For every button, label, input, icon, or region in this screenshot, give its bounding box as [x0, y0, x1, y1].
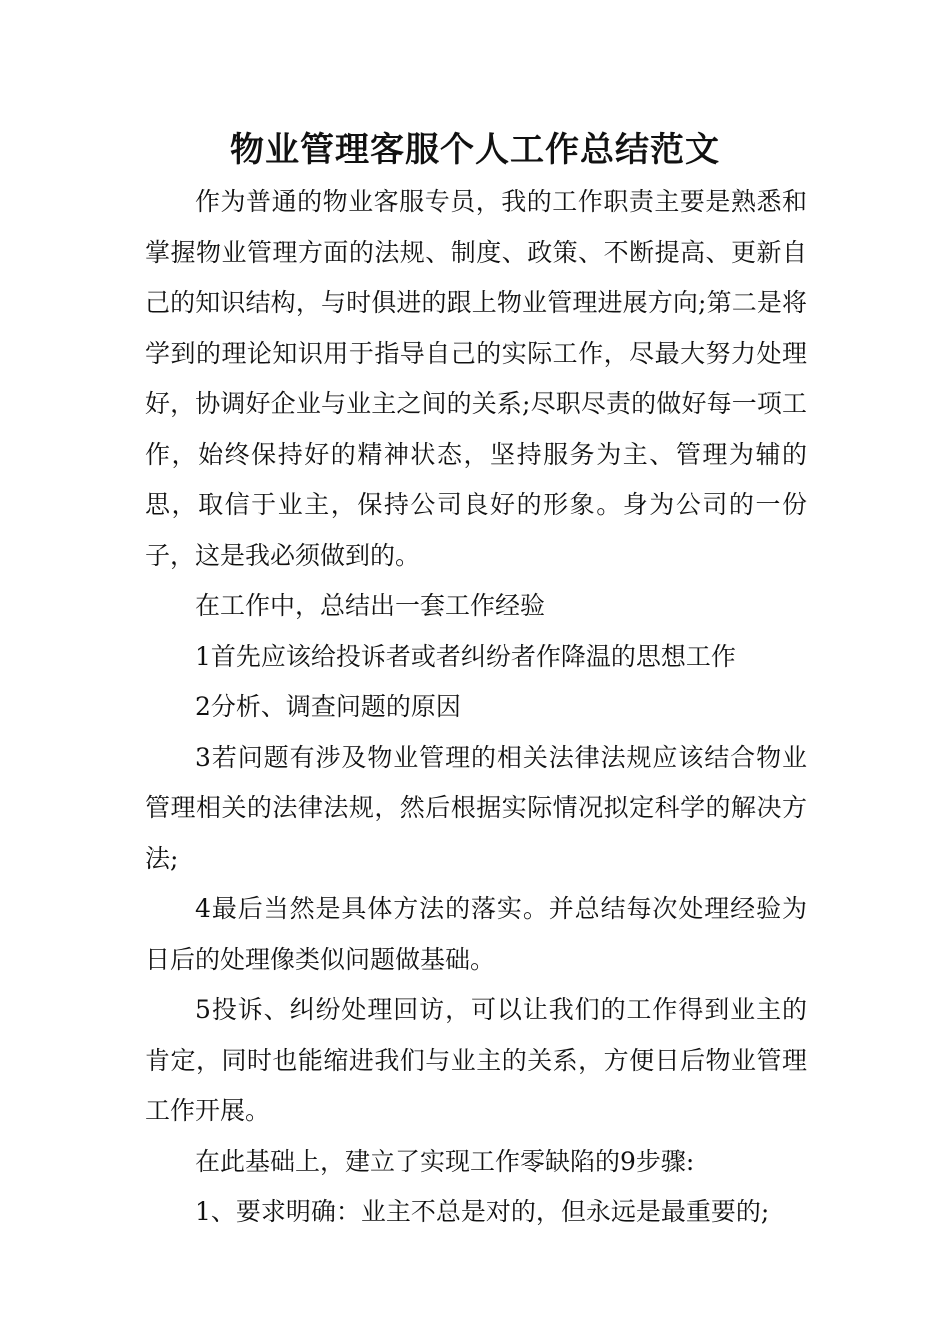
- document-title: 物业管理客服个人工作总结范文: [230, 130, 720, 170]
- paragraph-nine-steps-item-1: 1、要求明确：业主不总是对的，但永远是最重要的;: [195, 1197, 770, 1226]
- paragraph-intro: 作为普通的物业客服专员，我的工作职责主要是熟悉和掌握物业管理方面的法规、制度、政策、不断提高、更新自己的知识结构，与时俱进的跟上物业管理进展方向;第二是将学到的理论知识用于指导自己的实际工作，尽最大努力处理好，协调好企业与业主之间的关系;尽职尽责的做好每一项工作，始终保持好的精神状态，坚持服务为主、管理为辅的思，取信于业主，保持公司良好的形象。身为公司的一份子，这是我必须做到的。: [145, 187, 807, 570]
- paragraph-step-5: 5投诉、纠纷处理回访，可以让我们的工作得到业主的肯定，同时也能缩进我们与业主的关系，方便日后物业管理工作开展。: [145, 995, 807, 1125]
- paragraph-step-2: 2分析、调查问题的原因: [195, 692, 461, 721]
- document-body: [145, 177, 807, 1238]
- paragraph-step-3: 3若问题有涉及物业管理的相关法律法规应该结合物业管理相关的法律法规，然后根据实际情况拟定科学的解决方法;: [145, 742, 807, 873]
- paragraph-experience-heading: 在工作中，总结出一套工作经验: [195, 591, 546, 620]
- paragraph-step-4: 4最后当然是具体方法的落实。并总结每次处理经验为日后的处理像类似问题做基础。: [145, 894, 807, 974]
- paragraph-nine-steps-heading: 在此基础上，建立了实现工作零缺陷的9步骤:: [195, 1146, 695, 1176]
- paragraph-step-1: 1首先应该给投诉者或者纠纷者作降温的思想工作: [195, 641, 736, 671]
